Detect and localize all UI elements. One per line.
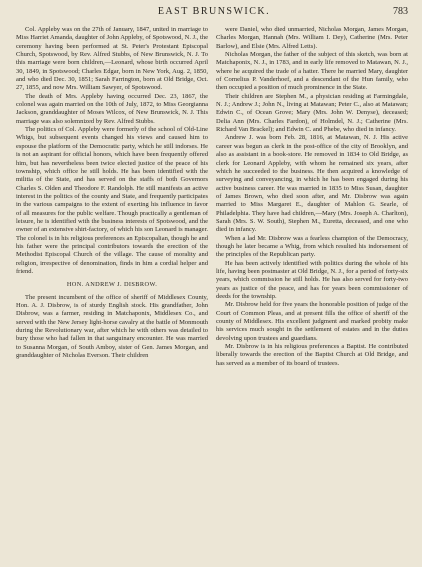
right-column — [216, 26, 408, 368]
left-column — [16, 26, 208, 360]
page-header — [20, 6, 408, 22]
paragraph: The politics of Col. Appleby were formerly of the school of Old-Line Whigs, but subsequent events changed his views and caused him to espouse the platform of the Democratic party, which he still indorses. He is not an aspirant for official honors, which have been frequently offered him, but has nevertheless been twice elected justice of the peace of his township, which office he still holds. He has been identified with the militia of the State, and has served on the staffs of both Governors Charles S. Olden and Theodore F. Randolph. He still manifests an active interest in the politics of the county and State, and frequently participates in the various campaigns to the extent of exerting his influence in favor of all measures for the public welfare. Though practically a gentleman of leisure, he is identified with the business interests of Spotswood, and the owner of an extensive shirt-factory, of which his son Leonard is manager. The colonel is in his religious preferences an Episcopalian, though he and his father were the principal contributors towards the erection of the Methodist Episcopal Church of the village. The cause of morality and religion, irrespective of denomination, finds in him a cordial helper and friend. — [16, 126, 208, 275]
paragraph: Mr. Disbrow is in his religious preferences a Baptist. He contributed liberally towards the erection of the Baptist Church at Old Bridge, and has served as a member of its board of trustees. — [216, 343, 408, 367]
paragraph: Mr. Disbrow held for five years the honorable position of judge of the Court of Common Pleas, and at present fills the office of sheriff of the county of Middlesex. His excellent judgment and marked probity make his services much sought in the settlement of estates and in the duties devolving upon trustees and guardians. — [216, 301, 408, 342]
paragraph: The present incumbent of the office of sheriff of Middlesex County, Hon. A. J. Disbrow, is of sturdy English stock. His grandfather, John Disbrow, was a farmer, residing in Matchaponix, Middlesex Co., and served with the New Jersey light-horse cavalry at the battle of Monmouth during the Revolutionary war, after which he with others was detailed to bury those who had fallen in that sanguinary encounter. He was married to Susanna Morgan, of South Amboy, sister of Gen. James Morgan, and granddaughter of Nicholas Everson. Their children — [16, 293, 208, 360]
section-heading: HON. ANDREW J. DISBROW. — [66, 281, 158, 289]
paragraph: The death of Mrs. Appleby having occurred Dec. 23, 1867, the colonel was again married on the 10th of July, 1872, to Miss Georgianna Jackson, granddaughter of Moses Wilcox, of New Brunswick, N. J. This marriage was also solemnized by Rev. Alfred Stubbs. — [16, 92, 208, 125]
paragraph: Nicholas Morgan, the father of the subject of this sketch, was born at Matchaponix, N. J., in 1783, and in early life removed to Matawan, N. J., where he acquired the trade of a hatter. There he married Mary, daughter of Cornelius P. Vanderhoef, and a descendant of the Hun family, who then occupied a position of much prominence in the State. — [216, 51, 408, 92]
page-number: 783 — [393, 6, 408, 17]
paragraph: Col. Appleby was on the 27th of January, 1847, united in marriage to Miss Harriet Amanda, daughter of John Appleby, of Spotswood, N. J., the ceremony having been performed at St. Peter's Protestant Episcopal Church, Spotswood, by Rev. Alfred Stubbs, of New Brunswick, N. J. To this marriage were born children,—Leonard, whose birth occurred April 30, 1849, in Spotswood; Charles Edgar, born in New York, Aug. 2, 1850, and who died Dec. 30, 1851; Sarah Farrington, born at Old Bridge, Oct. 27, 1855, and now Mrs. William Sawyer, of Spotswood. — [16, 26, 208, 92]
paragraph: Their children are Stephen M., a physician residing at Farmingdale, N. J.; Andrew J.; John N., living at Matawan; Peter C., also at Matawan; Edwin C., of Ocean Grove; Mary (Mrs. John W. Denyse), deceased; Delia Ann (Mrs. Charles Fardon), of Holmdel, N. J.; Catherine (Mrs. Richard Van Brackel); and Edwin C. and Phebe, who died in infancy. — [216, 92, 408, 134]
paragraph: When a lad Mr. Disbrow was a fearless champion of the Democracy, though he later became a Whig, from which resulted his indorsement of the principles of the Republican party. — [216, 234, 408, 259]
paragraph: He has been actively identified with politics during the whole of his life, having been postmaster at Old Bridge, N. J., for a period of forty-six years, which commission he still holds. He has also served for forty-two years as justice of the peace, and has for years been commissioner of deeds for the township. — [216, 259, 408, 300]
paragraph: Andrew J. was born Feb. 28, 1816, at Matawan, N. J. His active career was begun as clerk in the post-office of the city of Brooklyn, and also as assistant in a book-store. He removed in 1834 to Old Bridge, as clerk for Leonard Appleby, with whom he remained six years, after which he succeeded to the business. He then acquired a knowledge of surveying and conveyancing, in which he has been engaged during his active business career. He was married in 1835 to Miss Susan, daughter of James Brown, who died soon after, and Mr. Disbrow was again married to Miss Margaret E., daughter of Mahlon G. Searle, of Philadelphia. They have had children,—Mary (Mrs. Joseph A. Charlton), Sarah (Mrs. S. W. South), Stephen M., Euretta, deceased, and one who died in infancy. — [216, 134, 408, 234]
running-head: EAST BRUNSWICK. — [157, 6, 271, 17]
paragraph: were Daniel, who died unmarried, Nicholas Morgan, James Morgan, Charles Morgan, Hannah (Mrs. William I. Dey), Catherine (Mrs. Peter Barlow), and Elsie (Mrs. Alfred Letts). — [216, 26, 408, 50]
